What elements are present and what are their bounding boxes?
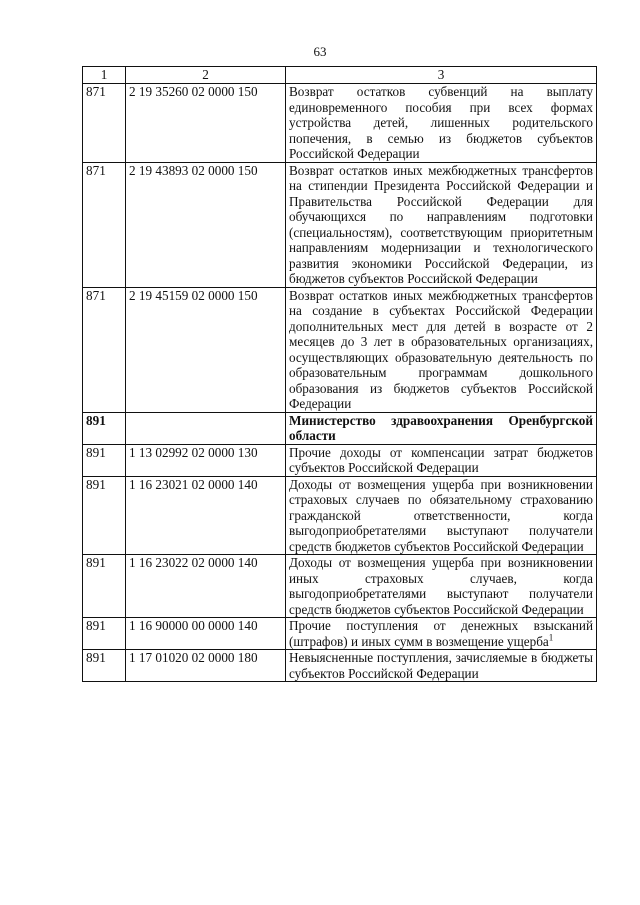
admin-code-cell: 871 bbox=[83, 287, 126, 412]
description-cell bbox=[286, 162, 597, 287]
budget-code-cell: 1 13 02992 02 0000 130 bbox=[126, 444, 286, 476]
description-text: Невыясненные поступления, зачисляемые в бюджеты субъектов Российской Федерации bbox=[289, 650, 593, 681]
table-row bbox=[83, 444, 597, 476]
budget-code-cell: 1 16 23022 02 0000 140 bbox=[126, 555, 286, 618]
description-text: Возврат остатков субвенций на выплату единовременного пособия при всех формах устройства детей, лишенных родительского попечения, в семью из бюджетов субъектов Российской Федерации bbox=[289, 84, 593, 161]
description-text: Прочие доходы от компенсации затрат бюджетов субъектов Российской Федерации bbox=[289, 444, 593, 475]
description-cell bbox=[286, 287, 597, 412]
description-text: Доходы от возмещения ущерба при возникновении иных страховых случаев, когда выгодоприобретателями выступают получатели средств бюджетов субъектов Российской Федерации bbox=[289, 555, 593, 617]
table-row bbox=[83, 412, 597, 444]
description-cell bbox=[286, 412, 597, 444]
column-header: 3 bbox=[286, 67, 597, 84]
budget-code-cell: 1 16 23021 02 0000 140 bbox=[126, 476, 286, 555]
description-cell bbox=[286, 555, 597, 618]
admin-code-cell: 891 bbox=[83, 476, 126, 555]
table-row bbox=[83, 476, 597, 555]
budget-code-cell: 1 16 90000 00 0000 140 bbox=[126, 618, 286, 650]
admin-code-cell: 891 bbox=[83, 444, 126, 476]
description-text: Доходы от возмещения ущерба при возникновении страховых случаев по обязательному страхованию гражданской ответственности, когда выгодоприобретателями выступают получатели средств бюджетов субъектов Российской Федерации bbox=[289, 476, 593, 554]
budget-code-cell: 2 19 35260 02 0000 150 bbox=[126, 84, 286, 163]
budget-code-cell: 2 19 43893 02 0000 150 bbox=[126, 162, 286, 287]
admin-code-cell: 891 bbox=[83, 650, 126, 682]
footnote-marker: 1 bbox=[548, 632, 554, 643]
admin-code-cell: 891 bbox=[83, 555, 126, 618]
table-row bbox=[83, 287, 597, 412]
table-row bbox=[83, 650, 597, 682]
budget-codes-table bbox=[82, 66, 597, 682]
description-cell bbox=[286, 84, 597, 163]
description-cell bbox=[286, 444, 597, 476]
table-header-row bbox=[83, 67, 597, 84]
table-row bbox=[83, 84, 597, 163]
description-text: Возврат остатков иных межбюджетных трансфертов на стипендии Президента Российской Федерации и Правительства Российской Федерации для обучающихся по направлениям подготовки (специальностям), соответствующим приоритетным направлениям модернизации и технологического развития экономики Российской Федерации, из бюджетов субъектов Российской Федерации bbox=[289, 162, 593, 286]
page-number: 63 bbox=[313, 44, 327, 59]
admin-code-cell: 891 bbox=[83, 412, 126, 444]
table-row bbox=[83, 555, 597, 618]
column-header: 1 bbox=[83, 67, 126, 84]
description-cell bbox=[286, 650, 597, 682]
description-text: Возврат остатков иных межбюджетных трансфертов на создание в субъектах Российской Федерации дополнительных мест для детей в возрасте от 2 месяцев до 3 лет в образовательных организациях, осуществляющих образовательную деятельность по образовательным программам дошкольного образования из бюджетов субъектов Российской Федерации bbox=[289, 287, 593, 411]
admin-code-cell: 871 bbox=[83, 84, 126, 163]
budget-code-cell: 1 17 01020 02 0000 180 bbox=[126, 650, 286, 682]
table-row bbox=[83, 618, 597, 650]
budget-code-cell bbox=[126, 412, 286, 444]
admin-code-cell: 871 bbox=[83, 162, 126, 287]
column-header: 2 bbox=[126, 67, 286, 84]
admin-code-cell: 891 bbox=[83, 618, 126, 650]
description-cell bbox=[286, 476, 597, 555]
description-text: Министерство здравоохранения Оренбургской области bbox=[289, 412, 593, 443]
description-cell bbox=[286, 618, 597, 650]
budget-code-cell: 2 19 45159 02 0000 150 bbox=[126, 287, 286, 412]
table-row bbox=[83, 162, 597, 287]
description-text: Прочие поступления от денежных взысканий (штрафов) и иных сумм в возмещение ущерба bbox=[289, 618, 593, 649]
table-body bbox=[83, 84, 597, 682]
